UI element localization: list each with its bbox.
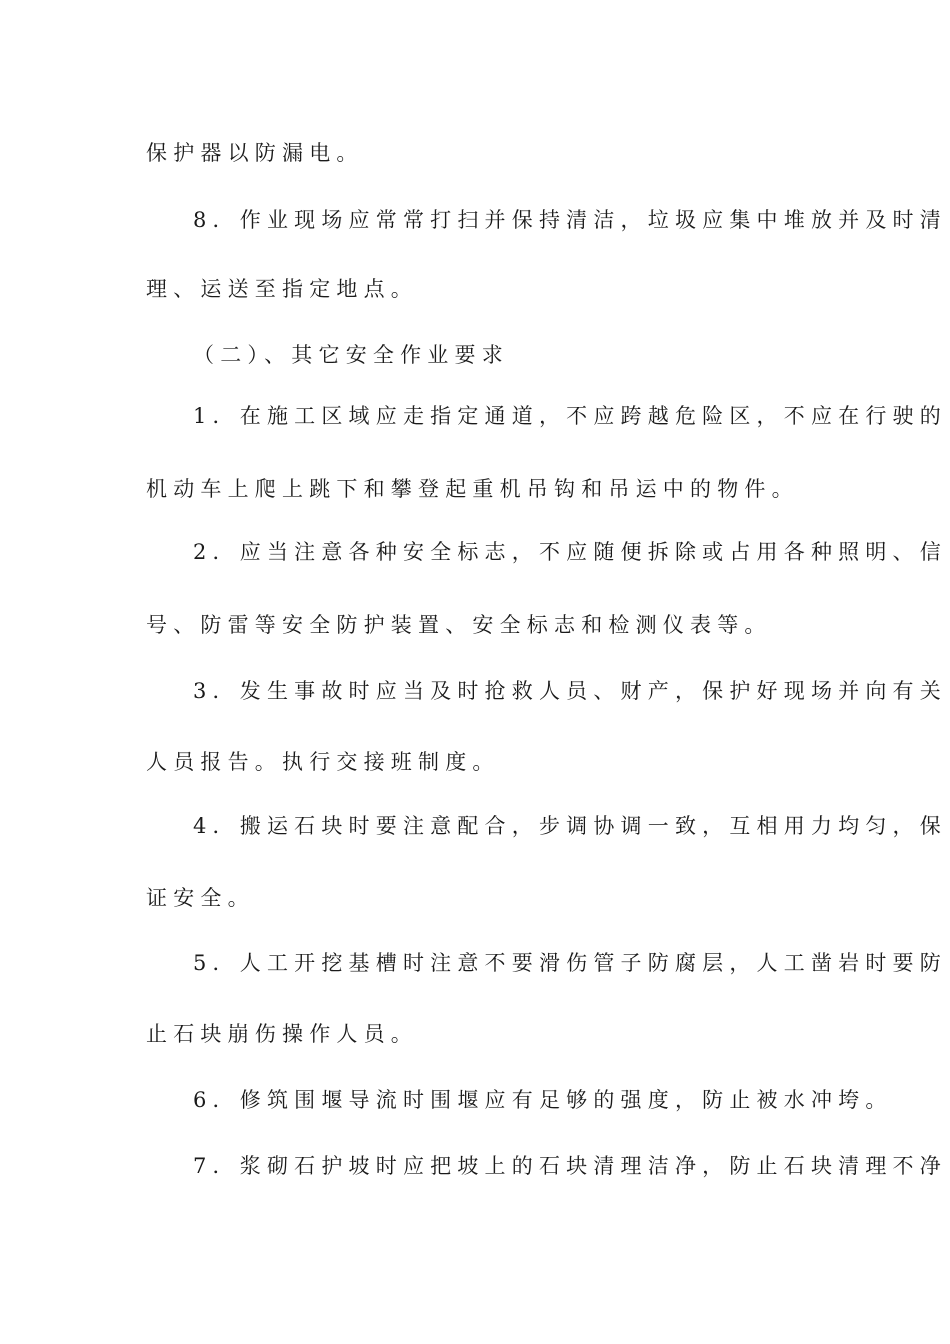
section-heading: （二）、其它安全作业要求 [193, 343, 509, 367]
text-line: 6．修筑围堰导流时围堰应有足够的强度，防止被水冲垮。 [193, 1088, 893, 1112]
text-line: 4．搬运石块时要注意配合，步调协调一致，互相用力均匀，保 [193, 814, 947, 838]
text-line: 7．浆砌石护坡时应把坡上的石块清理洁净，防止石块清理不净 [193, 1154, 947, 1178]
text-line: 1．在施工区域应走指定通道，不应跨越危险区，不应在行驶的 [193, 404, 947, 428]
text-line: 5．人工开挖基槽时注意不要滑伤管子防腐层，人工凿岩时要防 [193, 951, 947, 975]
text-line: 理、运送至指定地点。 [146, 277, 418, 301]
text-line: 证安全。 [146, 886, 255, 910]
text-line: 人员报告。执行交接班制度。 [146, 750, 500, 774]
text-line: 2．应当注意各种安全标志，不应随便拆除或占用各种照明、信 [193, 540, 947, 564]
text-line: 机动车上爬上跳下和攀登起重机吊钩和吊运中的物件。 [146, 477, 799, 501]
text-line: 3．发生事故时应当及时抢救人员、财产，保护好现场并向有关 [193, 679, 947, 703]
text-line: 8．作业现场应常常打扫并保持清洁，垃圾应集中堆放并及时清 [193, 208, 947, 232]
text-line: 号、防雷等安全防护装置、安全标志和检测仪表等。 [146, 613, 772, 637]
text-line: 保护器以防漏电。 [146, 141, 364, 165]
text-line: 止石块崩伤操作人员。 [146, 1022, 418, 1046]
